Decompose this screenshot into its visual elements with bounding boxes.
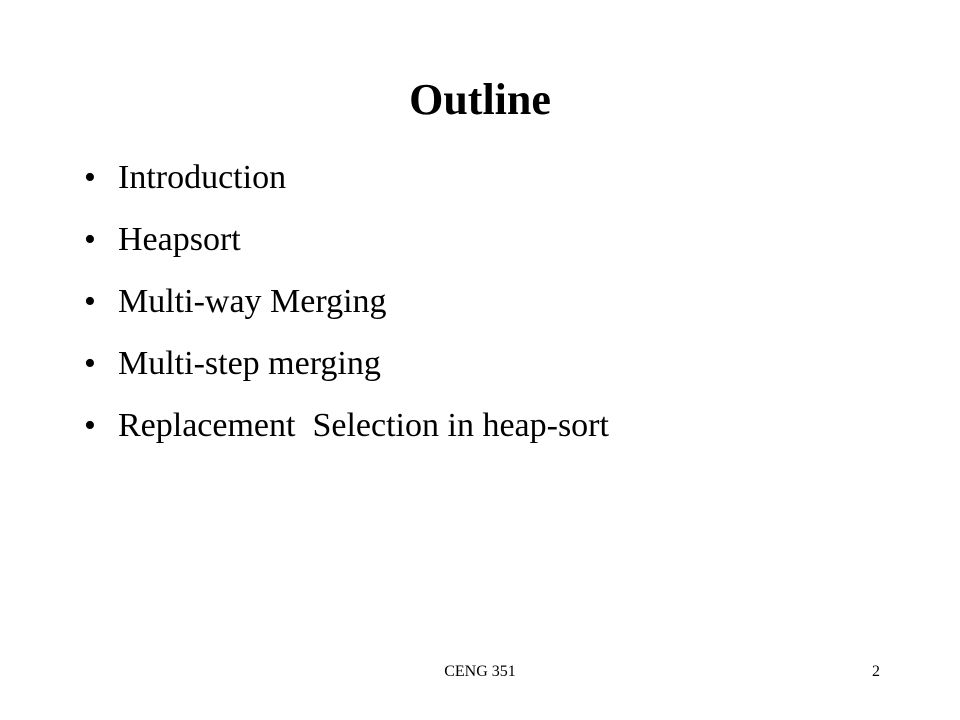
page-number: 2 <box>872 663 880 680</box>
bullet-icon: • <box>84 159 96 196</box>
bullet-item-replacement-selection <box>84 406 609 446</box>
bullet-text: Replacement Selection in heap-sort <box>118 407 609 444</box>
footer-course-label: CENG 351 <box>444 663 516 680</box>
bullet-icon: • <box>84 407 96 444</box>
bullet-item-heapsort <box>84 220 609 260</box>
bullet-icon: • <box>84 345 96 382</box>
bullet-item-multi-step-merging <box>84 344 609 384</box>
bullet-item-introduction <box>84 158 609 198</box>
bullet-text: Multi-step merging <box>118 345 381 382</box>
bullet-text: Multi-way Merging <box>118 283 387 320</box>
bullet-icon: • <box>84 221 96 258</box>
bullet-item-multi-way-merging <box>84 282 609 322</box>
bullet-text: Heapsort <box>118 221 241 258</box>
slide-title: Outline <box>409 75 551 124</box>
bullet-icon: • <box>84 283 96 320</box>
bullet-text: Introduction <box>118 159 287 196</box>
bullet-list <box>84 158 609 468</box>
